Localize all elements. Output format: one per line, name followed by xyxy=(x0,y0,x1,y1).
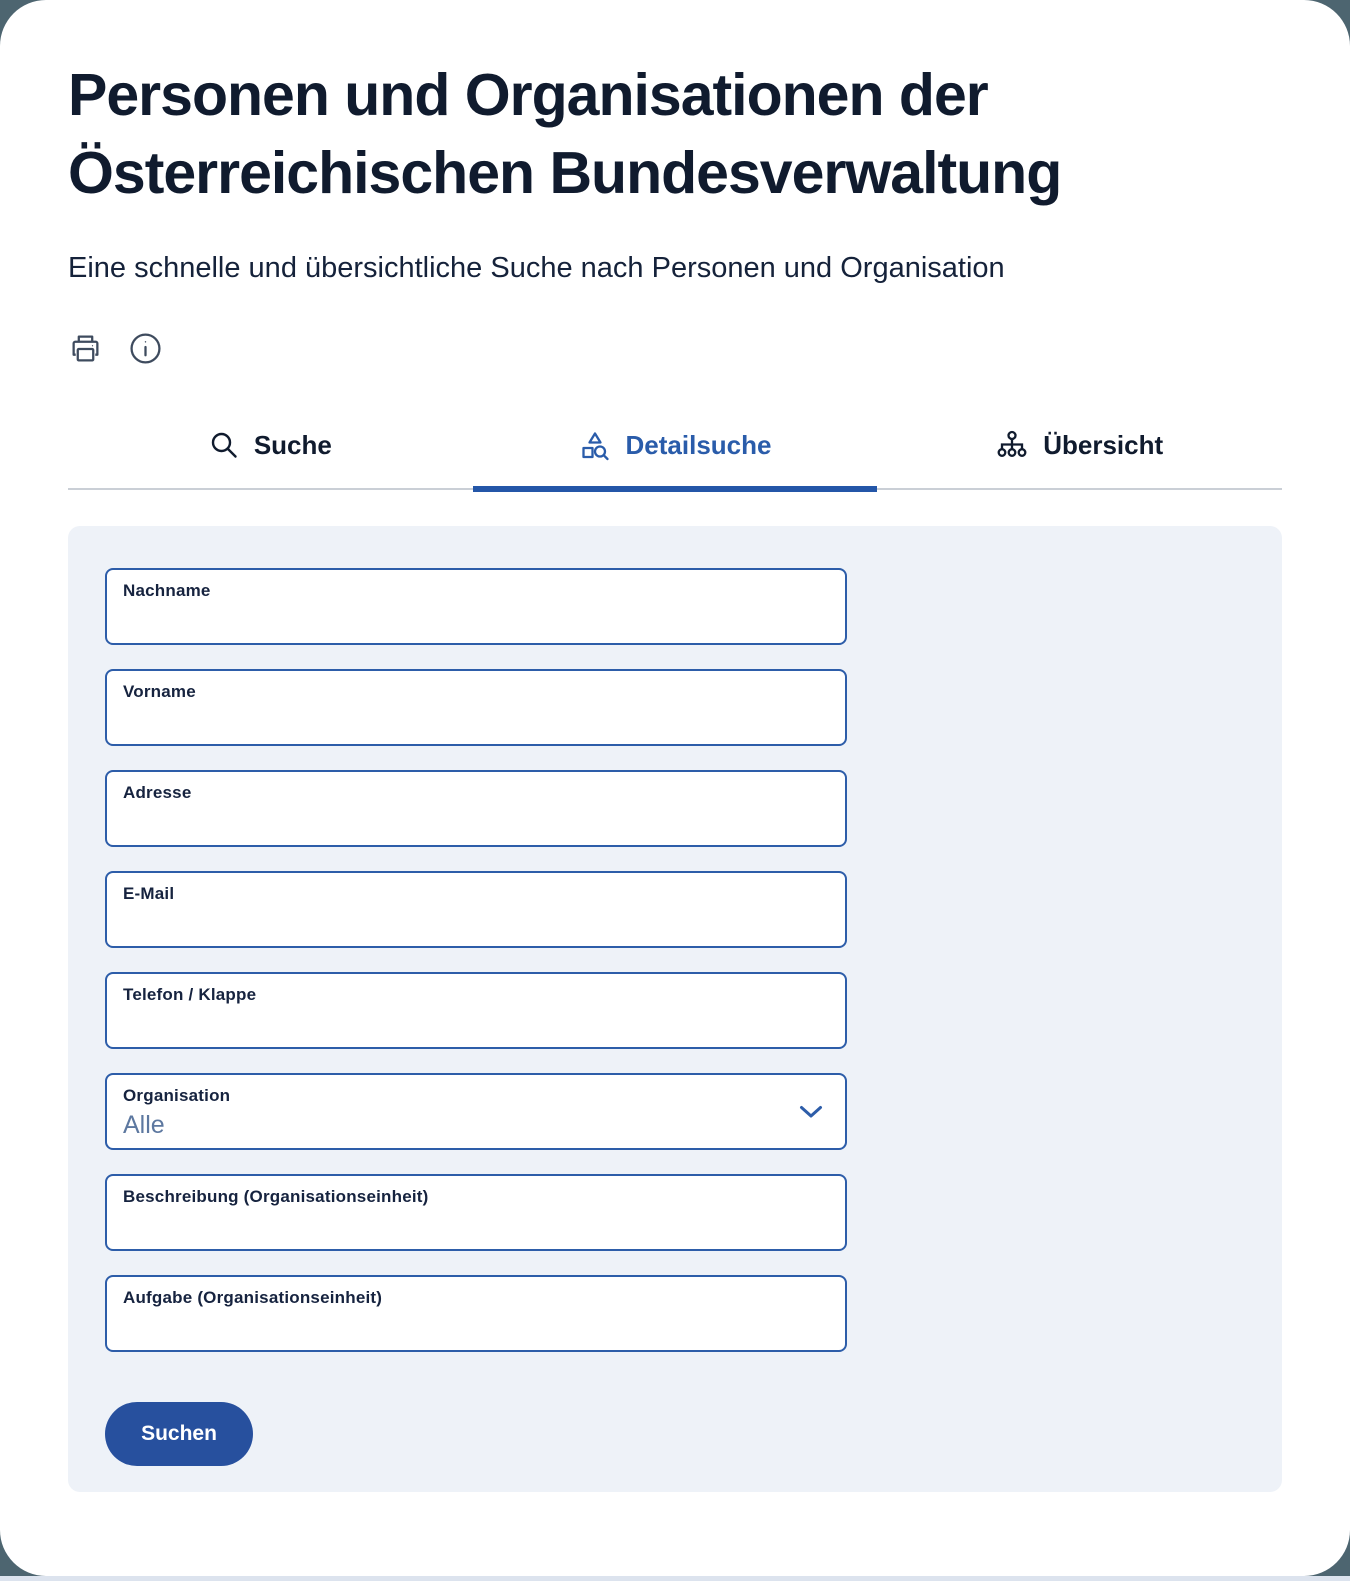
field-adresse xyxy=(105,770,847,847)
tab-uebersicht[interactable] xyxy=(877,429,1282,488)
suchen-button[interactable]: Suchen xyxy=(105,1402,253,1466)
field-vorname xyxy=(105,669,847,746)
field-aufgabe xyxy=(105,1275,847,1352)
field-nachname xyxy=(105,568,847,645)
nachname-input[interactable] xyxy=(123,605,803,631)
field-label: Beschreibung (Organisationseinheit) xyxy=(123,1187,429,1206)
bottom-edge-strip xyxy=(0,1576,1350,1581)
vorname-input[interactable] xyxy=(123,706,803,732)
page-actions xyxy=(68,331,1282,365)
organisation-selected-value: Alle xyxy=(123,1111,165,1139)
field-label: Nachname xyxy=(123,581,211,600)
field-label: E-Mail xyxy=(123,884,175,903)
field-telefon xyxy=(105,972,847,1049)
tab-detailsuche[interactable] xyxy=(473,429,878,488)
detail-search-icon xyxy=(579,429,611,461)
tab-bar xyxy=(68,429,1282,490)
field-beschreibung xyxy=(105,1174,847,1251)
field-label: Vorname xyxy=(123,682,196,701)
field-email xyxy=(105,871,847,948)
printer-icon xyxy=(69,332,102,365)
tab-suche[interactable] xyxy=(68,429,473,488)
field-label: Telefon / Klappe xyxy=(123,985,257,1004)
tab-label: Übersicht xyxy=(1043,429,1164,460)
organisation-select[interactable] xyxy=(105,1073,847,1150)
detail-search-form xyxy=(68,526,1282,1492)
beschreibung-input[interactable] xyxy=(123,1211,803,1237)
org-chart-icon xyxy=(996,429,1028,461)
aufgabe-input[interactable] xyxy=(123,1312,803,1338)
chevron-down-icon xyxy=(799,1105,823,1118)
info-button[interactable] xyxy=(128,331,162,365)
tab-label: Suche xyxy=(253,429,332,460)
page-subtitle: Eine schnelle und übersichtliche Suche nach Personen und Organisation xyxy=(68,252,1005,284)
info-icon xyxy=(129,332,162,365)
adresse-input[interactable] xyxy=(123,807,803,833)
telefon-input[interactable] xyxy=(123,1009,803,1035)
search-icon xyxy=(209,430,239,460)
field-label: Aufgabe (Organisationseinheit) xyxy=(123,1288,383,1307)
page-title: Personen und Organisationen der Österreichischen Bundesverwaltung xyxy=(68,62,1062,206)
print-button[interactable] xyxy=(68,331,102,365)
tab-label: Detailsuche xyxy=(625,429,772,460)
email-input[interactable] xyxy=(123,908,803,934)
field-label: Adresse xyxy=(123,783,192,802)
field-label: Organisation xyxy=(123,1086,231,1105)
